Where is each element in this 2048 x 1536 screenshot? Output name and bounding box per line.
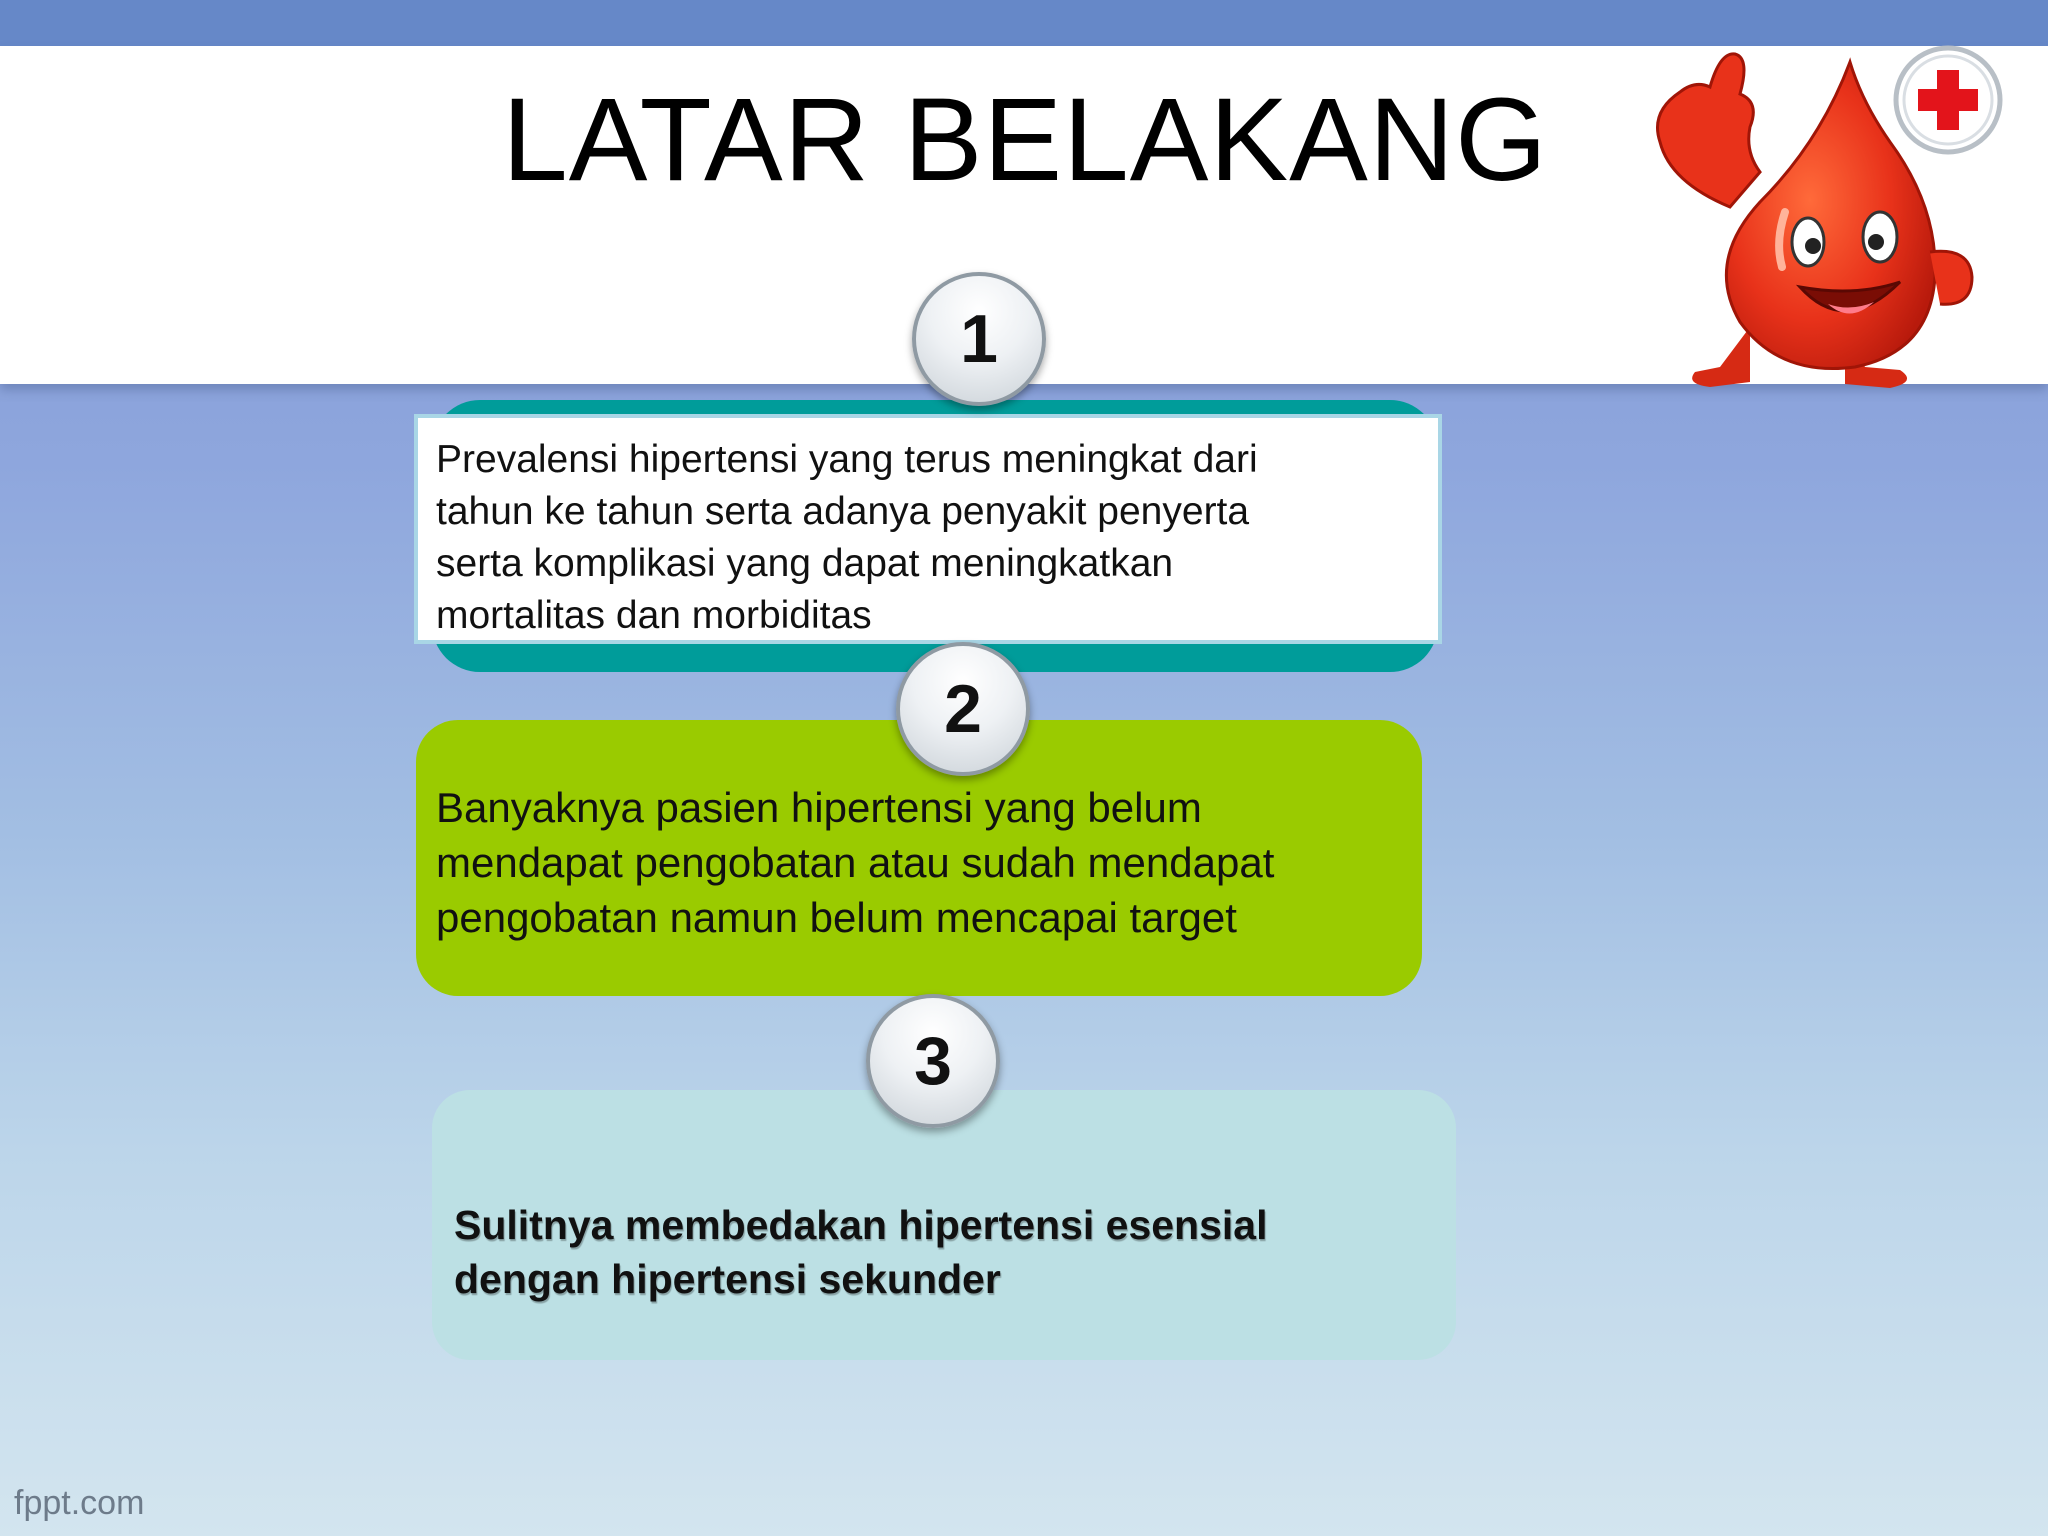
point-3-line: Sulitnya membedakan hipertensi esensial: [454, 1202, 1268, 1248]
point-2-line: pengobatan namun belum mencapai target: [436, 894, 1237, 941]
point-2-line: Banyaknya pasien hipertensi yang belum: [436, 784, 1202, 831]
number-badge-1: 1: [912, 272, 1046, 406]
point-3-box: [432, 1090, 1456, 1360]
slide-title: LATAR BELAKANG: [502, 74, 1548, 206]
point-1-line: mortalitas dan morbiditas: [436, 594, 872, 637]
point-1-line: serta komplikasi yang dapat meningkatkan: [436, 542, 1174, 585]
point-1-line: Prevalensi hipertensi yang terus meningkat dari: [436, 438, 1258, 481]
blood-drop-mascot-icon: [1600, 32, 2030, 394]
footer-watermark: fppt.com: [14, 1484, 145, 1522]
number-badge-2: 2: [896, 642, 1030, 776]
point-1-box: [414, 414, 1442, 644]
point-2-line: mendapat pengobatan atau sudah mendapat: [436, 839, 1275, 886]
point-2-box: [416, 720, 1422, 996]
number-badge-3: 3: [866, 994, 1000, 1128]
point-1-line: tahun ke tahun serta adanya penyakit penyerta: [436, 490, 1250, 533]
point-3-line: dengan hipertensi sekunder: [454, 1256, 1001, 1302]
